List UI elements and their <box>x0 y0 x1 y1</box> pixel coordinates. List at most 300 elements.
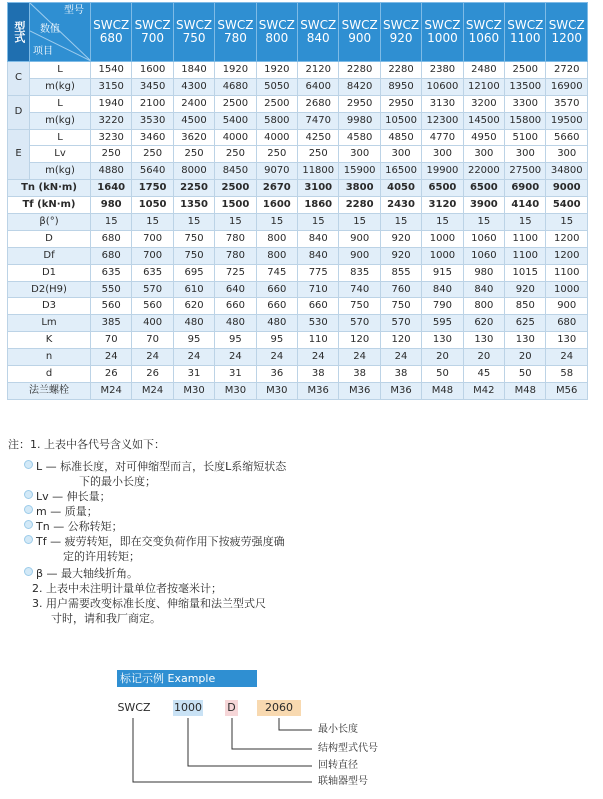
model-header: SWCZ 680 <box>91 3 132 62</box>
row-label: Lm <box>8 315 91 332</box>
table-cell: 5400 <box>215 112 256 129</box>
table-cell: 3570 <box>546 95 588 112</box>
note-item-l: L — 标准长度，对可伸缩型而言，长度L系缩短状态 <box>24 459 286 475</box>
table-cell: 2680 <box>298 95 339 112</box>
table-cell: 915 <box>422 264 463 281</box>
note-item-m: m — 质量； <box>24 504 98 520</box>
table-cell: 250 <box>215 146 256 163</box>
table-cell: 4580 <box>339 129 380 146</box>
example-connector-lines <box>0 660 603 799</box>
table-row <box>8 95 588 112</box>
table-cell: 2480 <box>463 62 504 79</box>
table-cell: 840 <box>463 281 504 298</box>
model-header: SWCZ 920 <box>380 3 421 62</box>
table-row <box>8 197 588 214</box>
table-row <box>8 129 588 146</box>
table-cell: 3200 <box>463 95 504 112</box>
row-label: β(°) <box>8 214 91 231</box>
table-cell: 750 <box>173 247 214 264</box>
table-cell: 95 <box>215 332 256 349</box>
table-cell: 95 <box>256 332 297 349</box>
table-cell: 300 <box>380 146 421 163</box>
table-cell: 12300 <box>422 112 463 129</box>
table-cell: 24 <box>339 349 380 366</box>
table-cell: 10600 <box>422 78 463 95</box>
table-row <box>8 180 588 197</box>
table-cell: 1840 <box>173 62 214 79</box>
table-cell: 840 <box>298 247 339 264</box>
table-row <box>8 214 588 231</box>
table-cell: 34800 <box>546 163 588 180</box>
marking-example <box>0 660 603 799</box>
table-cell: 8450 <box>215 163 256 180</box>
table-cell: 15 <box>380 214 421 231</box>
table-row <box>8 315 588 332</box>
table-cell: M48 <box>422 382 463 399</box>
table-cell: 3300 <box>505 95 546 112</box>
table-cell: 855 <box>380 264 421 281</box>
row-label: Tf (kN·m) <box>8 197 91 214</box>
table-cell: 920 <box>380 247 421 264</box>
table-cell: 9000 <box>546 180 588 197</box>
table-cell: 4680 <box>215 78 256 95</box>
table-cell: 660 <box>298 298 339 315</box>
row-label: D <box>8 230 91 247</box>
table-cell: 15 <box>215 214 256 231</box>
model-header: SWCZ 800 <box>256 3 297 62</box>
legend-structure-type: 结构型式代号 <box>318 743 378 754</box>
table-cell: 385 <box>91 315 132 332</box>
table-row <box>8 163 588 180</box>
table-cell: 3450 <box>132 78 173 95</box>
table-cell: 4000 <box>256 129 297 146</box>
table-cell: 250 <box>173 146 214 163</box>
table-cell: 38 <box>339 366 380 383</box>
table-cell: 24 <box>91 349 132 366</box>
table-cell: 2950 <box>339 95 380 112</box>
table-cell: M30 <box>215 382 256 399</box>
table-cell: M48 <box>505 382 546 399</box>
table-cell: 19900 <box>422 163 463 180</box>
table-cell: 95 <box>173 332 214 349</box>
table-cell: 1350 <box>173 197 214 214</box>
table-cell: 300 <box>546 146 588 163</box>
table-cell: 900 <box>339 247 380 264</box>
table-cell: 9070 <box>256 163 297 180</box>
table-cell: 700 <box>132 230 173 247</box>
note-item-lv: Lv — 伸长量； <box>24 489 111 505</box>
corner-model-label: 型号 <box>64 5 84 16</box>
table-cell: 840 <box>422 281 463 298</box>
table-cell: 15 <box>339 214 380 231</box>
table-cell: 800 <box>256 247 297 264</box>
table-cell: 4770 <box>422 129 463 146</box>
table-row <box>8 146 588 163</box>
notes-title: 注：1. 上表中各代号含义如下： <box>8 438 165 451</box>
table-cell: 1750 <box>132 180 173 197</box>
table-cell: 780 <box>215 247 256 264</box>
table-cell: 1500 <box>215 197 256 214</box>
table-cell: 15800 <box>505 112 546 129</box>
table-cell: 4140 <box>505 197 546 214</box>
table-cell: 5400 <box>546 197 588 214</box>
row-label: d <box>8 366 91 383</box>
table-cell: 1100 <box>505 230 546 247</box>
table-cell: 15 <box>463 214 504 231</box>
table-cell: 2500 <box>215 180 256 197</box>
table-cell: 480 <box>173 315 214 332</box>
table-cell: 300 <box>463 146 504 163</box>
table-cell: 58 <box>546 366 588 383</box>
bullet-icon <box>24 520 33 529</box>
row-label: Lv <box>30 146 91 163</box>
table-cell: 750 <box>380 298 421 315</box>
table-cell: 695 <box>173 264 214 281</box>
table-cell: 15 <box>132 214 173 231</box>
table-cell: 16500 <box>380 163 421 180</box>
row-label: D2(H9) <box>8 281 91 298</box>
table-cell: 1640 <box>91 180 132 197</box>
table-cell: 24 <box>380 349 421 366</box>
table-cell: 620 <box>173 298 214 315</box>
table-cell: M30 <box>256 382 297 399</box>
table-cell: 635 <box>91 264 132 281</box>
table-cell: M30 <box>173 382 214 399</box>
table-cell: 1050 <box>132 197 173 214</box>
table-cell: 2500 <box>215 95 256 112</box>
table-cell: 3230 <box>91 129 132 146</box>
table-cell: 8420 <box>339 78 380 95</box>
table-cell: 22000 <box>463 163 504 180</box>
row-label: D3 <box>8 298 91 315</box>
table-cell: 6500 <box>422 180 463 197</box>
table-cell: 10500 <box>380 112 421 129</box>
model-header: SWCZ 1000 <box>422 3 463 62</box>
table-cell: M36 <box>298 382 339 399</box>
table-cell: 24 <box>173 349 214 366</box>
table-cell: 980 <box>463 264 504 281</box>
table-cell: 50 <box>422 366 463 383</box>
table-cell: 4000 <box>215 129 256 146</box>
table-cell: 4850 <box>380 129 421 146</box>
table-cell: 2950 <box>380 95 421 112</box>
corner-header <box>30 3 91 62</box>
group-label: C <box>8 62 30 96</box>
table-cell: 1920 <box>256 62 297 79</box>
row-label: L <box>30 129 91 146</box>
table-cell: 2100 <box>132 95 173 112</box>
table-cell: 15 <box>505 214 546 231</box>
corner-value-label: 数值 <box>40 24 60 35</box>
row-label: m(kg) <box>30 163 91 180</box>
table-cell: 5050 <box>256 78 297 95</box>
note-item-3-cont: 寸时，请和我厂商定。 <box>51 612 161 625</box>
table-cell: 900 <box>339 230 380 247</box>
model-header: SWCZ 1200 <box>546 3 588 62</box>
table-cell: 7470 <box>298 112 339 129</box>
table-cell: 560 <box>132 298 173 315</box>
table-cell: 300 <box>339 146 380 163</box>
table-cell: 70 <box>132 332 173 349</box>
model-header: SWCZ 840 <box>298 3 339 62</box>
table-cell: 250 <box>298 146 339 163</box>
table-cell: 24 <box>256 349 297 366</box>
table-cell: 635 <box>132 264 173 281</box>
table-cell: 16900 <box>546 78 588 95</box>
note-item-tn: Tn — 公称转矩； <box>24 519 123 535</box>
table-cell: 700 <box>132 247 173 264</box>
table-cell: 625 <box>505 315 546 332</box>
table-cell: 660 <box>256 298 297 315</box>
table-cell: 800 <box>463 298 504 315</box>
table-cell: 2280 <box>380 62 421 79</box>
note-item-2: 2. 上表中未注明计量单位者按毫米计； <box>32 582 222 595</box>
table-cell: M36 <box>339 382 380 399</box>
table-cell: 2250 <box>173 180 214 197</box>
table-cell: 2500 <box>256 95 297 112</box>
table-cell: 835 <box>339 264 380 281</box>
table-row <box>8 78 588 95</box>
table-cell: 480 <box>215 315 256 332</box>
table-cell: 6500 <box>463 180 504 197</box>
table-cell: 1100 <box>505 247 546 264</box>
table-cell: 850 <box>505 298 546 315</box>
table-cell: 5800 <box>256 112 297 129</box>
table-cell: 680 <box>91 230 132 247</box>
table-cell: 1860 <box>298 197 339 214</box>
table-cell: 1000 <box>422 247 463 264</box>
row-label: m(kg) <box>30 112 91 129</box>
table-cell: 1000 <box>546 281 588 298</box>
header-row <box>8 3 588 62</box>
note-item-tf-cont: 定的许用转矩； <box>63 550 140 563</box>
row-label: n <box>8 349 91 366</box>
table-cell: 2670 <box>256 180 297 197</box>
table-cell: 2400 <box>173 95 214 112</box>
table-cell: 760 <box>380 281 421 298</box>
table-cell: M56 <box>546 382 588 399</box>
table-cell: 1015 <box>505 264 546 281</box>
table-cell: 120 <box>380 332 421 349</box>
table-cell: 38 <box>298 366 339 383</box>
table-cell: 5660 <box>546 129 588 146</box>
table-row <box>8 349 588 366</box>
table-cell: 4300 <box>173 78 214 95</box>
table-cell: 4250 <box>298 129 339 146</box>
note-item-tf: Tf — 疲劳转矩，即在交变负荷作用下按疲劳强度确 <box>24 534 285 550</box>
table-cell: 400 <box>132 315 173 332</box>
table-row <box>8 382 588 399</box>
table-cell: 980 <box>91 197 132 214</box>
table-cell: 24 <box>215 349 256 366</box>
note-item-beta: β — 最大轴线折角。 <box>24 566 138 582</box>
model-header: SWCZ 900 <box>339 3 380 62</box>
table-cell: M24 <box>132 382 173 399</box>
table-cell: 45 <box>463 366 504 383</box>
note-item-3: 3. 用户需要改变标准长度、伸缩量和法兰型式尺 <box>32 597 266 610</box>
table-cell: 3800 <box>339 180 380 197</box>
legend-coupling-model: 联轴器型号 <box>318 776 368 787</box>
table-cell: M42 <box>463 382 504 399</box>
table-cell: 70 <box>91 332 132 349</box>
model-header: SWCZ 1060 <box>463 3 504 62</box>
table-cell: 3900 <box>463 197 504 214</box>
table-cell: 680 <box>546 315 588 332</box>
table-cell: 570 <box>339 315 380 332</box>
table-cell: 2500 <box>505 62 546 79</box>
row-label: 法兰螺栓 <box>8 382 91 399</box>
table-cell: 1200 <box>546 230 588 247</box>
table-cell: 20 <box>463 349 504 366</box>
table-cell: 6900 <box>505 180 546 197</box>
type-header: 型式 <box>8 3 30 62</box>
table-cell: 2280 <box>339 62 380 79</box>
table-row <box>8 112 588 129</box>
table-cell: 3150 <box>91 78 132 95</box>
table-cell: 660 <box>215 298 256 315</box>
table-cell: 20 <box>422 349 463 366</box>
table-cell: 1940 <box>91 95 132 112</box>
table-cell: 31 <box>173 366 214 383</box>
table-cell: 15 <box>546 214 588 231</box>
table-cell: 1540 <box>91 62 132 79</box>
table-cell: 900 <box>546 298 588 315</box>
table-cell: 8000 <box>173 163 214 180</box>
group-label: D <box>8 95 30 129</box>
bullet-icon <box>24 505 33 514</box>
table-cell: 1200 <box>546 247 588 264</box>
table-cell: 15 <box>173 214 214 231</box>
table-cell: 24 <box>298 349 339 366</box>
table-cell: 19500 <box>546 112 588 129</box>
table-row <box>8 264 588 281</box>
example-title: 标记示例 Example <box>117 670 257 687</box>
code-model: SWCZ <box>117 701 151 714</box>
table-cell: 920 <box>380 230 421 247</box>
table-cell: 5100 <box>505 129 546 146</box>
bullet-icon <box>24 490 33 499</box>
table-cell: 250 <box>132 146 173 163</box>
table-cell: 4880 <box>91 163 132 180</box>
table-cell: 550 <box>91 281 132 298</box>
table-cell: 1060 <box>463 230 504 247</box>
table-cell: 26 <box>91 366 132 383</box>
table-cell: 24 <box>546 349 588 366</box>
table-cell: 120 <box>339 332 380 349</box>
table-cell: 710 <box>298 281 339 298</box>
table-cell: 750 <box>173 230 214 247</box>
table-cell: 24 <box>132 349 173 366</box>
table-cell: 1600 <box>132 62 173 79</box>
table-cell: 840 <box>298 230 339 247</box>
table-cell: 130 <box>505 332 546 349</box>
table-cell: 570 <box>380 315 421 332</box>
table-cell: 250 <box>256 146 297 163</box>
table-cell: 725 <box>215 264 256 281</box>
table-cell: 130 <box>422 332 463 349</box>
table-row <box>8 332 588 349</box>
table-cell: 2280 <box>339 197 380 214</box>
table-cell: 1000 <box>422 230 463 247</box>
row-label: D1 <box>8 264 91 281</box>
table-cell: 920 <box>505 281 546 298</box>
row-label: m(kg) <box>30 78 91 95</box>
table-cell: 15 <box>298 214 339 231</box>
code-diameter: 1000 <box>174 701 202 714</box>
table-cell: 3620 <box>173 129 214 146</box>
bullet-icon <box>24 460 33 469</box>
row-label: Df <box>8 247 91 264</box>
table-cell: 1100 <box>546 264 588 281</box>
table-cell: 2430 <box>380 197 421 214</box>
model-header: SWCZ 700 <box>132 3 173 62</box>
table-cell: 800 <box>256 230 297 247</box>
table-cell: 660 <box>256 281 297 298</box>
row-label: L <box>30 95 91 112</box>
table-cell: M24 <box>91 382 132 399</box>
table-cell: 780 <box>215 230 256 247</box>
table-cell: M36 <box>380 382 421 399</box>
table-cell: 20 <box>505 349 546 366</box>
table-cell: 595 <box>422 315 463 332</box>
model-header: SWCZ 750 <box>173 3 214 62</box>
table-cell: 3130 <box>422 95 463 112</box>
table-cell: 640 <box>215 281 256 298</box>
table-cell: 480 <box>256 315 297 332</box>
table-cell: 2120 <box>298 62 339 79</box>
table-cell: 15 <box>422 214 463 231</box>
table-cell: 130 <box>463 332 504 349</box>
table-cell: 3120 <box>422 197 463 214</box>
table-cell: 4500 <box>173 112 214 129</box>
table-cell: 26 <box>132 366 173 383</box>
table-cell: 11800 <box>298 163 339 180</box>
table-cell: 1600 <box>256 197 297 214</box>
table-cell: 1060 <box>463 247 504 264</box>
code-type: D <box>225 700 238 716</box>
table-cell: 36 <box>256 366 297 383</box>
table-row <box>8 281 588 298</box>
table-row <box>8 62 588 79</box>
table-cell: 610 <box>173 281 214 298</box>
table-cell: 300 <box>505 146 546 163</box>
table-cell: 15 <box>91 214 132 231</box>
table-cell: 740 <box>339 281 380 298</box>
table-cell: 13500 <box>505 78 546 95</box>
table-cell: 745 <box>256 264 297 281</box>
table-cell: 31 <box>215 366 256 383</box>
table-cell: 6400 <box>298 78 339 95</box>
bullet-icon <box>24 535 33 544</box>
table-cell: 620 <box>463 315 504 332</box>
group-label: E <box>8 129 30 180</box>
model-header: SWCZ 1100 <box>505 3 546 62</box>
bullet-icon <box>24 567 33 576</box>
legend-min-length: 最小长度 <box>318 724 358 735</box>
table-cell: 3530 <box>132 112 173 129</box>
table-cell: 680 <box>91 247 132 264</box>
table-cell: 560 <box>91 298 132 315</box>
table-row <box>8 366 588 383</box>
row-label: L <box>30 62 91 79</box>
table-cell: 2380 <box>422 62 463 79</box>
table-cell: 8950 <box>380 78 421 95</box>
table-cell: 3460 <box>132 129 173 146</box>
table-row <box>8 298 588 315</box>
row-label: K <box>8 332 91 349</box>
table-cell: 50 <box>505 366 546 383</box>
table-cell: 9980 <box>339 112 380 129</box>
